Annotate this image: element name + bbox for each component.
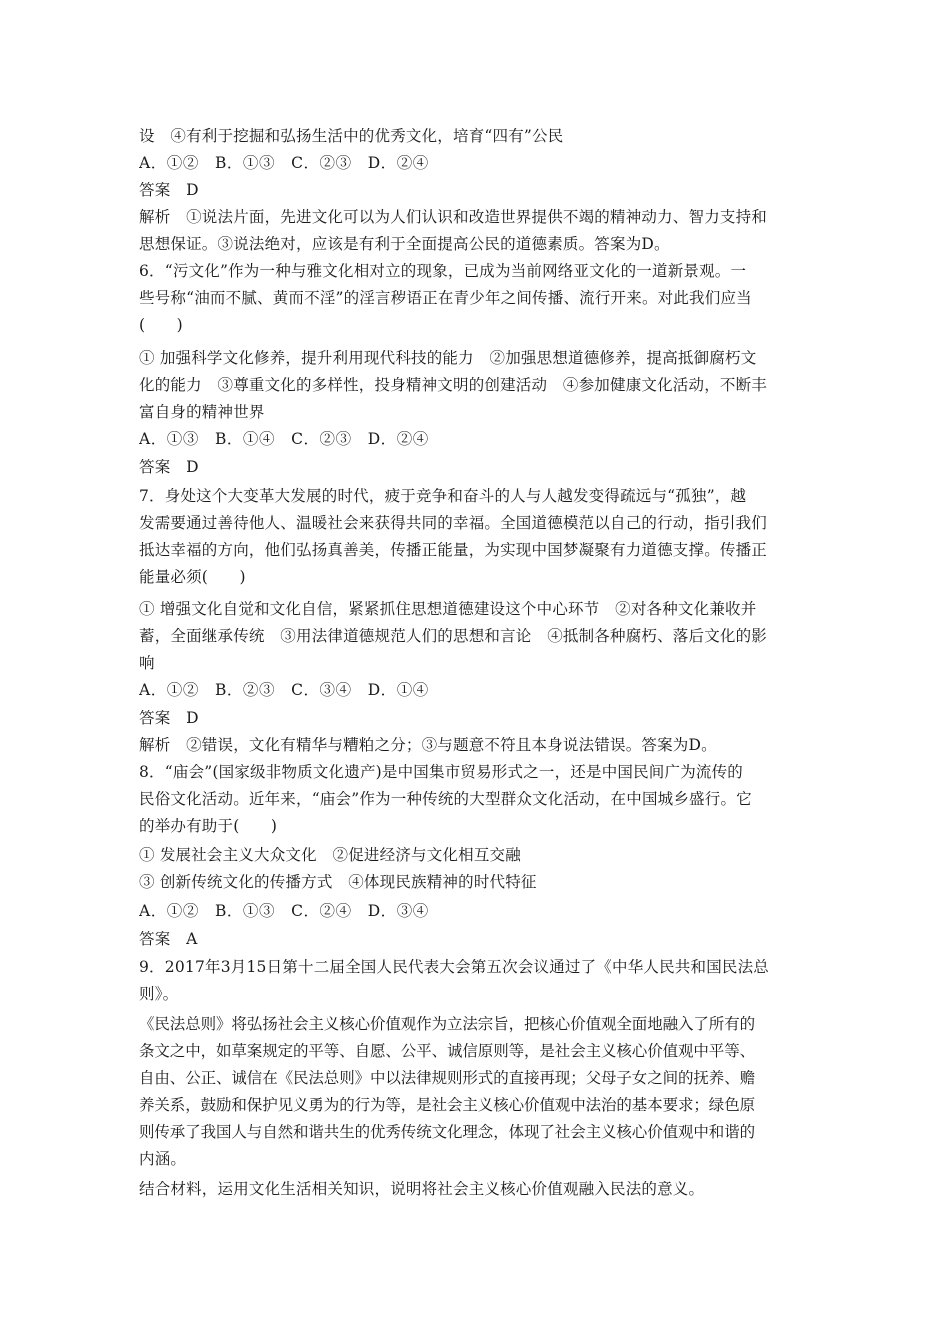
question-7-stem-line-2: 发需要通过善待他人、温暖社会来获得共同的幸福。全国道德模范以自己的行动，指引我们	[139, 514, 768, 532]
question-6-options-line-2: 化的能力 ③尊重文化的多样性，投身精神文明的创建活动 ④参加健康文化活动，不断丰	[139, 376, 768, 394]
question-8-choices: A．①② B．①③ C．②④ D．③④	[139, 902, 429, 920]
question-7-stem-line-1: 7．身处这个大变革大发展的时代，疲于竞争和奋斗的人与人越发变得疏远与“孤独”，越	[139, 487, 747, 505]
question-7-options-line-2: 蓄，全面继承传统 ③用法律道德规范人们的思想和言论 ④抵制各种腐朽、落后文化的影	[139, 627, 768, 645]
question-7-choices: A．①② B．②③ C．③④ D．①④	[139, 681, 429, 699]
question-6-stem-line-3: ( )	[139, 316, 183, 334]
question-7-stem-line-4: 能量必须( )	[139, 568, 246, 586]
question-8-stem-line-3: 的举办有助于( )	[139, 817, 278, 835]
question-5-option-4-line: 设 ④有利于挖掘和弘扬生活中的优秀文化，培育“四有”公民	[139, 127, 564, 145]
question-5-answer: 答案 D	[139, 181, 199, 199]
question-8-options-line-2: ③ 创新传统文化的传播方式 ④体现民族精神的时代特征	[139, 873, 537, 891]
question-6-answer: 答案 D	[139, 458, 199, 476]
question-8-stem-line-1: 8．“庙会”(国家级非物质文化遗产)是中国集市贸易形式之一，还是中国民间广为流传的	[139, 763, 744, 781]
question-9-material-line-6: 内涵。	[139, 1150, 187, 1168]
question-7-analysis: 解析 ②错误，文化有精华与糟粕之分；③与题意不符且本身说法错误。答案为D。	[139, 736, 717, 754]
question-9-stem-line-2: 则》。	[139, 985, 179, 1003]
question-8-answer: 答案 A	[139, 930, 198, 948]
question-7-options-line-3: 响	[139, 654, 155, 672]
question-7-options-line-1: ① 增强文化自觉和文化自信，紧紧抓住思想道德建设这个中心环节 ②对各种文化兼收并	[139, 600, 757, 618]
question-6-stem-line-2: 些号称“油而不腻、黄而不淫”的淫言秽语正在青少年之间传播、流行开来。对此我们应当	[139, 289, 752, 307]
question-8-options-line-1: ① 发展社会主义大众文化 ②促进经济与文化相互交融	[139, 846, 521, 864]
question-9-material-line-4: 养关系，鼓励和保护见义勇为的行为等，是社会主义核心价值观中法治的基本要求；绿色原	[139, 1096, 756, 1114]
question-5-analysis-line-2: 思想保证。③说法绝对，应该是有利于全面提高公民的道德素质。答案为D。	[139, 235, 670, 253]
question-9-task: 结合材料，运用文化生活相关知识，说明将社会主义核心价值观融入民法的意义。	[139, 1180, 705, 1198]
question-6-stem-line-1: 6．“污文化”作为一种与雅文化相对立的现象，已成为当前网络亚文化的一道新景观。一	[139, 262, 747, 280]
question-6-options-line-3: 富自身的精神世界	[139, 403, 265, 421]
question-6-choices: A．①③ B．①④ C．②③ D．②④	[139, 430, 429, 448]
question-7-stem-line-3: 抵达幸福的方向，他们弘扬真善美，传播正能量，为实现中国梦凝聚有力道德支撑。传播正	[139, 541, 768, 559]
question-9-stem-line-1: 9．2017年3月15日第十二届全国人民代表大会第五次会议通过了《中华人民共和国民法总	[139, 958, 769, 976]
question-7-answer: 答案 D	[139, 709, 199, 727]
question-6-options-line-1: ① 加强科学文化修养，提升利用现代科技的能力 ②加强思想道德修养，提高抵御腐朽文	[139, 349, 757, 367]
question-9-material-line-5: 则传承了我国人与自然和谐共生的优秀传统文化理念，体现了社会主义核心价值观中和谐的	[139, 1123, 756, 1141]
question-8-stem-line-2: 民俗文化活动。近年来，“庙会”作为一种传统的大型群众文化活动，在中国城乡盛行。它	[139, 790, 752, 808]
question-9-material-line-3: 自由、公正、诚信在《民法总则》中以法律规则形式的直接再现；父母子女之间的抚养、赡	[139, 1069, 756, 1087]
question-5-choices: A．①② B．①③ C．②③ D．②④	[139, 154, 429, 172]
question-9-material-line-2: 条文之中，如草案规定的平等、自愿、公平、诚信原则等，是社会主义核心价值观中平等、	[139, 1042, 756, 1060]
question-9-material-line-1: 《民法总则》将弘扬社会主义核心价值观作为立法宗旨，把核心价值观全面地融入了所有的	[139, 1015, 756, 1033]
question-5-analysis-line-1: 解析 ①说法片面，先进文化可以为人们认识和改造世界提供不竭的精神动力、智力支持和	[139, 208, 768, 226]
